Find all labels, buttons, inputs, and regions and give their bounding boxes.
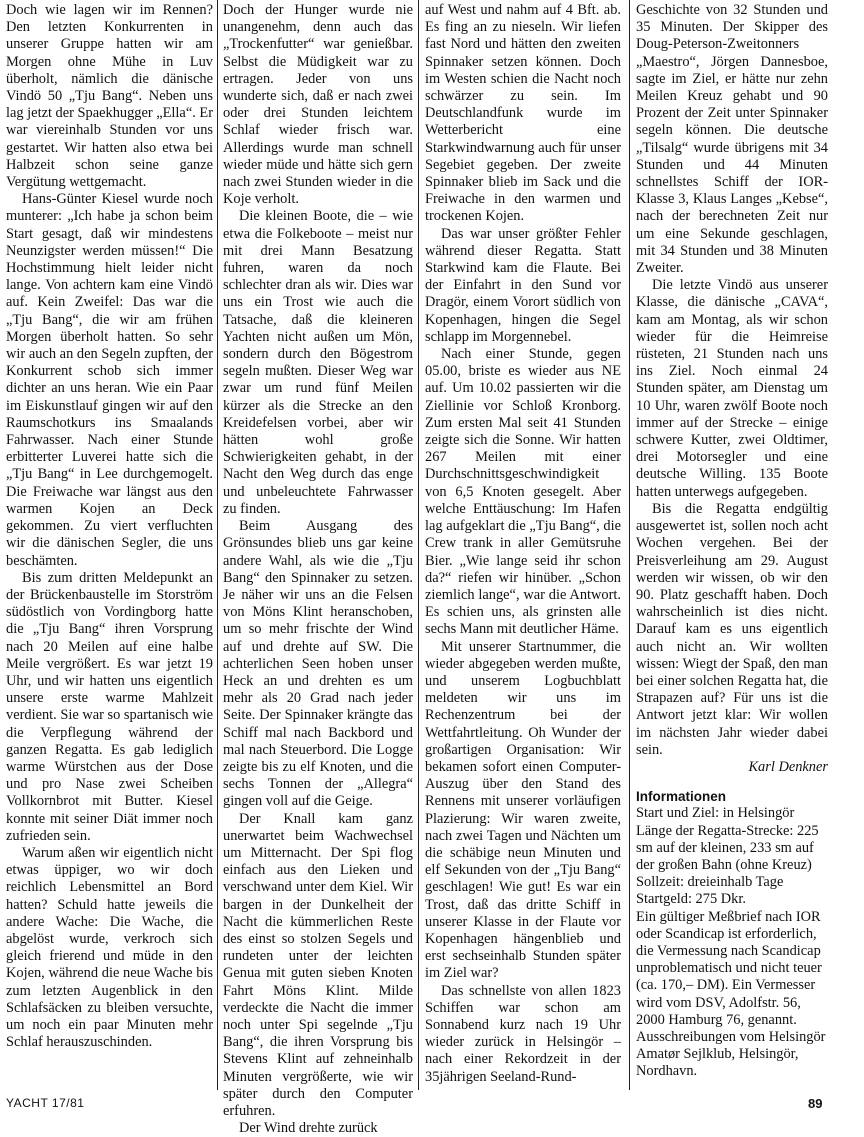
paragraph: Bis zum dritten Meldepunkt an der Brückenbaustelle im Storström südöstlich von Vordingborg hatte die „Tju Bang“ ihren Vorsprung nach 20 Meilen auf eine halbe Meile vergrößert. Es war jetzt 19 Uhr, und wir hatten uns eigentlich unsere erste warme Mahlzeit verdient. Sie war so spartanisch wie die Verpflegung während der ganzen Regatta. Es gab lediglich warme Würstchen aus der Dose und pro Nase zwei Scheiben Vollkornbrot mit Butter. Kiesel konnte mit seiner Diät immer noch zufrieden sein. <box>6 569 214 844</box>
info-line: Ein gültiger Meßbrief nach IOR oder Scandicap ist erforderlich, die Vermessung nach Scandicap unproblematisch und nicht teuer (ca. 170,– DM). Ein Vermesser wird vom DSV, Adolfstr. 56, 2000 Hamburg 76, genannt. <box>636 908 822 1028</box>
paragraph: Doch wie lagen wir im Rennen? Den letzten Konkurrenten in unserer Gruppe hatten wir am Morgen ohne Mühe in Luv überholt, nämlich die dänische Vindö 50 „Tju Bang“. Neben uns lag jetzt der Spaekhugger „Ella“. Er war viereinhalb Stunden vor uns gestartet. Wir hatten also etwa bei Halbzeit schon seine ganze Vergütung wettgemacht. <box>6 2 213 191</box>
text-column-4 <box>636 2 828 1081</box>
page-number: 89 <box>808 1096 823 1111</box>
paragraph: Beim Ausgang des Grönsundes blieb uns gar keine andere Wahl, als wie die „Tju Bang“ den Spinnaker zu setzen. Je näher wir uns an die Felsen von Möns Klint heranschoben, um so mehr frischte der Wind auf und drehte auf SW. Die achterlichen Seen hoben unser Heck an und drehten es um mehr als 20 Grad nach jeder Seite. Der Spinnaker krängte das Schiff mal nach Backbord und mal nach Steuerbord. Die Logge zeigte bis zu elf Knoten, und die sechs Tonnen der „Allegra“ gingen voll auf die Geige. <box>223 518 413 810</box>
info-line: Sollzeit: dreieinhalb Tage <box>636 874 784 891</box>
author-signature: Karl Denkner <box>748 758 828 775</box>
paragraph: Die letzte Vindö aus unserer Klasse, die dänische „CAVA“, kam am Montag, als wir schon wieder für die Heimreise rüsteten, 21 Stunden nach uns ins Ziel. Noch einmal 24 Stunden später, am Dienstag um 10 Uhr, waren zwölf Boote noch immer auf der Strecke – einige schwere Kutter, zwei Oldtimer, drei Motorsegler und eine deutsche Willing. 135 Boote hatten unterwegs aufgegeben. <box>636 277 828 500</box>
column-divider <box>629 0 630 1090</box>
paragraph: Nach einer Stunde, gegen 05.00, briste es wieder aus NE auf. Um 10.02 passierten wir die Ziellinie vor Schloß Kronborg. Zum ersten Mal seit 41 Stunden zeigte sich die Sonne. Wir hatten 267 Meilen mit einer Durchschnittsgeschwindigkeit von 6,5 Knoten gesegelt. Aber welche Enttäuschung: Im Hafen lag aufgeklart die „Tju Bang“, die Crew trank in aller Gemütsruhe Bier. „Wie lange seid ihr schon da?“ riefen wir hinüber. „Schon ziemlich lange“, war die Antwort. Es schien uns, als grinsten alle sechs Mann mit deutlicher Häme. <box>425 346 621 638</box>
paragraph: Bis die Regatta endgültig ausgewertet ist, sollen noch acht Wochen vergehen. Bei der Preisverleihung am 29. August werden wir wissen, ob wir den 90. Platz geschafft haben. Doch wahrscheinlich ist dies nicht. Darauf kam es uns eigentlich auch nicht an. Wir wollten wissen: Wiegt der Spaß, den man bei einer solchen Regatta hat, die Strapazen auf? Für uns ist die Antwort jetzt klar: Wir wollen im nächsten Jahr wieder dabei sein. <box>636 500 828 758</box>
info-line: Start und Ziel: in Helsingör <box>636 805 795 822</box>
paragraph: Geschichte von 32 Stunden und 35 Minuten. Der Skipper des Doug-Peterson-Zweitonners „Maestro“, Jörgen Dannesboe, sagte im Ziel, er hätte nur zehn Meilen Kreuz gehabt und 90 Prozent der Zeit unter Spinnaker segeln können. Die deutsche „Tilsalg“ wurde übrigens mit 34 Stunden und 44 Minuten schnellstes Schiff der IOR-Klasse 3, Klaus Langes „Kebse“, nach der berechneten Zeit nur um eine Sekunde geschlagen, mit 34 Stunden und 38 Minuten Zweiter. <box>636 2 828 277</box>
info-line: Startgeld: 275 Dkr. <box>636 891 746 908</box>
info-heading: Informationen <box>636 789 726 805</box>
paragraph: Mit unserer Startnummer, die wieder abgegeben werden mußte, und unserem Logbuchblatt meldeten wir uns im Rechenzentrum bei der Wettfahrtleitung. Oh Wunder der großartigen Organisation: Wir bekamen sofort einen Computer-Auszug über den Stand des Rennens mit unserer vorläufigen Plazierung: Wir waren zweite, nach zwei Tagen und Nächten um die schäbige neun Minuten und elf Sekunden von der „Tju Bang“ geschlagen! Wie gut! Es war ein Trost, daß das dritte Schiff in unserer Klasse in der Flaute vor Kopenhagen hängenblieb und erst sechseinhalb Stunden später im Ziel war? <box>425 638 621 982</box>
info-box <box>636 788 828 1080</box>
paragraph: Hans-Günter Kiesel wurde noch munterer: „Ich habe ja schon beim Start gesagt, daß wir mindestens Neunzigster werden müssen!“ Die Hochstimmung hielt leider nicht lange. Von achtern kam eine Vindö auf. Kein Zweifel: Das war die „Tju Bang“, die wir am frühen Morgen überholt hatten. So sehr wir auch an den Segeln zupften, der Konkurrent schob sich immer dichter an uns heran. Wie ein Paar im Eiskunstlauf gingen wir auf den Raumschotkurs ins Smaalands Fahrwasser. Nach einer Stunde erbitterter Luverei hatte sich die „Tju Bang“ in Lee durchgemogelt. Die Freiwache war längst aus den warmen Kojen an Deck gekommen. Zu viert verfluchten wir die dänischen Segler, die uns beschämten. <box>6 191 213 569</box>
paragraph: Das war unser größter Fehler während dieser Regatta. Statt Starkwind kam die Flaute. Bei der Einfahrt in den Sund vor Dragör, einem Vorort südlich von Kopenhagen, hingen die Segel schlapp im Morgennebel. <box>425 225 621 345</box>
paragraph: Das schnellste von allen 1823 Schiffen war schon am Sonnabend kurz nach 19 Uhr wieder zurück in Helsingör – nach einer Rekordzeit in der 35jährigen Seeland-Rund- <box>425 982 621 1085</box>
paragraph: Die kleinen Boote, die – wie etwa die Folkeboote – meist nur mit drei Mann Besatzung fuhren, waren da noch schlechter dran als wir. Dies war uns ein Trost wie auch die Tatsache, daß die kleineren Yachten nicht außen um Mön, sondern durch den Bögestrom segeln mußten. Dieser Weg war zwar um rund fünf Meilen kürzer als die Strecke an den Kreidefelsen vorbei, aber wir hätten wohl große Schwierigkeiten gehabt, in der Nacht den Weg durch das enge und unbeleuchtete Fahrwasser zu finden. <box>223 208 413 517</box>
text-column-2 <box>223 2 413 1137</box>
column-divider <box>217 0 218 1090</box>
paragraph: Doch der Hunger wurde nie unangenehm, denn auch das „Trockenfutter“ war genießbar. Selbst die Müdigkeit war zu ertragen. Jeder von uns wunderte sich, daß er nach zwei oder drei Stunden leichtem Schlaf wieder frisch war. Allerdings wurde man schnell wieder müde und hätte sich gern nach zwei Stunden wieder in die Koje verholt. <box>223 2 413 208</box>
info-line: Länge der Regatta-Strecke: 225 sm auf der kleinen, 233 sm auf der großen Bahn (ohne Kreuz) <box>636 822 819 873</box>
text-column-3 <box>425 2 621 1086</box>
magazine-issue: YACHT 17/81 <box>6 1096 85 1110</box>
column-divider <box>418 0 419 1090</box>
paragraph: auf West und nahm auf 4 Bft. ab. Es fing an zu nieseln. Wir liefen fast Nord und hätten den zweiten Spinnaker setzen können. Doch im Westen schien die Nacht noch schwärzer zu sein. Im Deutschlandfunk wurde im Wetterbericht eine Starkwindwarnung auch für unser Segebiet gegeben. Der zweite Spinnaker blieb im Sack und die Freiwache in den warmen und trockenen Kojen. <box>425 2 621 225</box>
paragraph: Der Wind drehte zurück <box>239 1120 378 1137</box>
paragraph: Der Knall kam ganz unerwartet beim Wachwechsel um Mitternacht. Der Spi flog einfach aus den Lieken und verschwand unter dem Kiel. Wir bargen in der Dunkelheit der Nacht die kümmerlichen Reste des einst so stolzen Segels und rundeten unter der leichten Genua mit guten sieben Knoten Fahrt Möns Klint. Milde verdeckte die Nacht die immer noch unter Spi segelnde „Tju Bang“, die ihren Vorsprung bis Stevens Klint auf zehneinhalb Minuten vergrößerte, wie wir später durch den Computer erfuhren. <box>223 810 413 1119</box>
text-column-1 <box>6 2 213 1051</box>
paragraph: Warum aßen wir eigentlich nicht etwas üppiger, wo wir doch reichlich Lebensmittel an Bord hatten? Schuld hatte jeweils die andere Wache: Die Wache, die abgelöst wurde, verkroch sich gleich frierend und müde in den Kojen, während die neue Wache bis zum letzten Augenblick in den Schlafsäcken zu bleiben versuchte, um noch ein paar Minuten mehr Schlaf herauszuschinden. <box>6 844 213 1051</box>
info-line: Ausschreibungen vom Helsingör Amatør Sejlklub, Helsingör, Nordhavn. <box>636 1028 826 1080</box>
